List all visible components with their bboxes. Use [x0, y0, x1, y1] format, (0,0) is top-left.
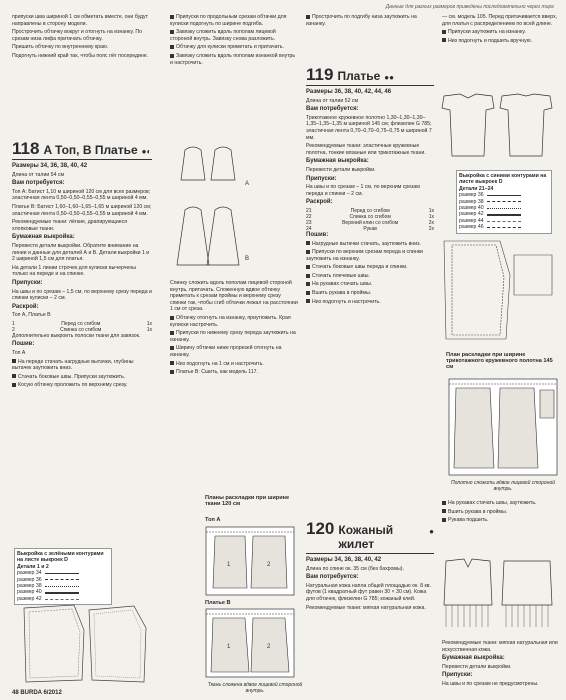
legend-row: размер 44: [459, 218, 549, 224]
paragraph: Низ подогнуть на 1 см и настрочить.: [170, 361, 298, 368]
paragraph: На рукавах стачать швы, заутюжить.: [442, 500, 560, 507]
bullet-icon: [170, 45, 174, 49]
section-120: [306, 520, 434, 613]
sew-step: Стачать боковые швы переда и спинки.: [306, 264, 434, 271]
page-footer: 48 BURDA 6/2012: [12, 690, 62, 696]
layout-plan-b: Платье В: [205, 600, 231, 606]
bullet-icon: [306, 291, 310, 295]
sew-step: Припуски по верхним срезам переда и спинки заутюжить на изнанку.: [306, 249, 423, 262]
legend-row: размер 42: [459, 211, 549, 217]
sew-step: Косую обтачку проложить по верхнему срезу.: [12, 382, 152, 389]
cut-title: Раскрой:: [306, 199, 333, 206]
legend-row: размер 36: [459, 192, 549, 198]
need-item: Платье В: Батист 1,60–1,60–1,65–1,65 м шириной 120 см; эластичная лента 0,50–0,50–0,55–0,55 м шириной 4 мм.: [12, 203, 152, 217]
layout-plan-title: Планы раскладки при ширине ткани 120 см: [205, 495, 290, 507]
bullet-icon: [170, 361, 174, 365]
seam-title: Припуски:: [306, 175, 337, 182]
paragraph: Ширину обтачки ниже прорезей отогнуть на изнанку.: [170, 345, 282, 358]
paragraph: Спинку сложить вдоль пополам лицевой стороной внутрь, притачать. Сложенную вдвое обтачку приметать к срезам проймы и верхнему срезу спинки так, чтобы сгиб обтачки лежал на расстоянии 1 см от среза.: [170, 280, 298, 313]
paragraph: Припуски заутюжить на изнанку.: [442, 29, 560, 36]
bullet-icon: [306, 265, 310, 269]
seam-title: Припуски:: [12, 279, 43, 286]
sew-step: Нагрудные вытачки стачать, заутюжить вниз.: [306, 241, 434, 248]
svg-text:2: 2: [267, 562, 271, 568]
section-number: 119: [306, 65, 334, 84]
difficulty-icon: ●: [429, 527, 434, 536]
paragraph: Прострочить по подгибу низа заутюжить на изнанку.: [306, 14, 417, 27]
legend-parts: Детали 1 и 2: [17, 563, 49, 570]
table-row: 24 Рукав 2x: [306, 225, 434, 232]
bullet-icon: [12, 383, 16, 387]
tail-text: Дополнительно выкроить полоски ткани для завязок.: [12, 332, 141, 339]
legend-row: размер 34: [17, 570, 109, 576]
table-row: 22 Спинка со сгибом 1x: [306, 213, 434, 220]
section-number: 120: [306, 519, 335, 538]
legend-row: размер 36: [17, 577, 109, 583]
paragraph: Обтачку отогнуть на изнанку, приутюжить. Края кулиски настрочить.: [170, 314, 291, 328]
layout-plan-a: Топ А: [205, 517, 221, 523]
piece-name: Спинка со сгибом: [60, 326, 102, 333]
sew-subtitle: Топ А: [12, 350, 26, 357]
diagram-note: Полотно сложить вдвое лицевой стороной внутрь.: [450, 480, 556, 492]
svg-text:B: B: [245, 256, 250, 262]
garment-flats-120: [440, 555, 558, 635]
bullet-icon: [306, 241, 310, 245]
column-4-bottom: [442, 640, 560, 690]
layout-plan-a-diagram: [205, 526, 295, 596]
divider: [306, 85, 434, 86]
intro-paragraph: припуски шва шириной 1 см обметать вместе, они будут направлены в сторону модели.: [12, 14, 149, 27]
bullet-icon: [12, 359, 16, 363]
paper-title: Бумажная выкройка:: [306, 158, 369, 165]
section-119: [306, 66, 434, 307]
bullet-icon: [170, 15, 174, 19]
bullet-icon: [306, 250, 310, 254]
legend-green: [14, 548, 112, 605]
need-item: Рекомендуемые ткани: лёгкие, драпирующиеся хлопковые ткани.: [12, 219, 128, 232]
need-item: Натуральная кожа напла общей площадью ок. 8 кв. футов (1 квадратный фут равен 30 × 30 см). Кожа для обтачек, флизелин G 785; кожаный клей.: [306, 582, 431, 602]
pieces-table: [12, 321, 152, 333]
sew-title: Пошив:: [12, 341, 35, 348]
diagram-note: Ткань сложена вдвое лицевой стороной внутрь.: [207, 682, 303, 694]
bullet-icon: [170, 331, 174, 335]
layout-plan-b-diagram: [205, 608, 295, 678]
paragraph: На швы и по срезам не предусмотрены.: [442, 680, 539, 687]
sizes: Размеры 34, 36, 38, 40, 42: [12, 163, 88, 169]
bullet-icon: [170, 370, 174, 374]
intro-paragraph: Подогнуть нижний край так, чтобы пояс лёг посередине.: [12, 52, 149, 59]
running-head: Данные для разных размеров приведены последовательно через тире: [385, 4, 554, 10]
tail-text: Рекомендуемые ткани: мягкая натуральная кожа.: [306, 604, 426, 611]
paragraph: Низ подогнуть и подшить вручную.: [442, 38, 560, 45]
sew-step: Стачать боковые швы. Припуски заутюжить.: [12, 374, 152, 381]
divider: [12, 159, 152, 160]
section-title: Кожаный жилет: [338, 523, 394, 551]
sew-title: Пошив:: [306, 231, 329, 238]
sew-step: Стачать плечевые швы.: [306, 273, 434, 280]
piece-qty: 1x: [146, 320, 152, 327]
piece-qty: 1x: [146, 326, 152, 333]
need-title: Вам потребуется:: [306, 106, 359, 113]
seam-title: Припуски:: [442, 672, 473, 679]
cut-title: Раскрой:: [12, 303, 39, 310]
column-2-top: [170, 14, 298, 68]
legend-title: Выкройка с синими контурами на листе выкроек D: [459, 173, 547, 186]
divider: [306, 553, 434, 554]
bullet-icon: [170, 54, 174, 58]
garment-flats-118: [175, 140, 295, 270]
svg-text:1: 1: [227, 562, 231, 568]
bullet-icon: [442, 30, 446, 34]
layout-plan-119-diagram: [448, 378, 558, 476]
column-2-mid: [170, 280, 298, 378]
column-4-mid: [442, 500, 560, 526]
sizes: Размеры 36, 38, 40, 42, 44, 46: [306, 89, 392, 95]
difficulty-icon: ●●: [384, 73, 394, 82]
paragraph: Вшить рукава в проймы.: [442, 509, 560, 516]
length: Длина по спине ок. 35 см (без бахромы).: [306, 565, 404, 572]
bullet-icon: [170, 30, 174, 34]
bullet-icon: [442, 509, 446, 513]
seam-text: На швы и по срезам – 1 см, по верхним срезам переда и спинки – 2 см.: [306, 184, 420, 197]
paper-title: Бумажная выкройка:: [442, 655, 505, 662]
paragraph: Завязку сложить вдоль пополам изнанкой внутрь и настрочить.: [170, 52, 296, 66]
pattern-sketch-119: [440, 235, 556, 345]
section-118: [12, 140, 152, 391]
pattern-sketch-118: [14, 600, 164, 688]
legend-row: размер 46: [459, 224, 549, 230]
paragraph: — см. модель 105. Перед притачивается вверх, для платья с распределением по всей длине.: [442, 14, 558, 27]
sew-step: На рукавах стачать швы.: [306, 281, 434, 288]
sew-step: Низ подогнуть и настрочить.: [306, 299, 434, 306]
need-item: Топ А: Батист 1,10 м шириной 120 см для всех размеров; эластичная лента 0,50–0,50–0,55–0,55 м шириной 4 мм.: [12, 188, 151, 202]
need-title: Вам потребуется:: [12, 180, 65, 187]
section-title: Платье: [337, 69, 381, 83]
bullet-icon: [442, 501, 446, 505]
intro-paragraph: Прострочить обтачку вокруг и отогнуть на изнанку. По срезам низа лифа притачать обтачку.: [12, 29, 143, 42]
table-row: 21 Перед со сгибом 1x: [306, 207, 434, 214]
paragraph: Обтачку для кулиски приметать и притачать.: [170, 44, 298, 51]
bullet-icon: [442, 38, 446, 42]
bullet-icon: [442, 518, 446, 522]
bullet-icon: [12, 374, 16, 378]
paragraph: Рукава подшить.: [442, 517, 560, 524]
sizes: Размеры 34, 36, 38, 40, 42: [306, 557, 382, 563]
paper-text: Перевести детали выкройки.: [306, 166, 376, 173]
bullet-icon: [170, 346, 174, 350]
cut-subtitle: Топ А, Платье В: [12, 312, 51, 319]
paper-title: Бумажная выкройка:: [12, 234, 75, 241]
section-number: 118: [12, 139, 40, 158]
length: Длина от талии 54 см: [12, 171, 65, 178]
paragraph: Припуски по нижнему срезу переда заутюжить на изнанку.: [170, 330, 296, 343]
bullet-icon: [306, 299, 310, 303]
intro-paragraph: Пришить обтачку по внутреннему краю.: [12, 44, 109, 51]
legend-row: размер 42: [17, 596, 109, 602]
section-heading: [306, 66, 434, 83]
difficulty-icon: ●◐: [141, 147, 152, 156]
sew-step: Вшить рукава в проймы.: [306, 290, 434, 297]
bullet-icon: [306, 282, 310, 286]
legend-blue: [456, 170, 552, 234]
ribbon-text: На детали 1 линии строчек для кулиски вычерчены только на переде и на спинке.: [12, 264, 136, 278]
bullet-icon: [170, 316, 174, 320]
bullet-icon: [306, 274, 310, 278]
paper-text: Перевести детали выкройки. Обратите внимание на линии и данные для деталей А и В. Детали выкройки 1 и 2 шириной 1,5 см для платья.: [12, 242, 150, 263]
seam-text: На швы и по срезам – 1,5 см, по верхнему срезу переда и спинки кулиски – 2 см.: [12, 288, 152, 302]
section-heading: [306, 520, 434, 551]
piece-number: 1: [12, 320, 15, 327]
piece-name: Перед со сгибом: [61, 320, 101, 327]
need-title: Вам потребуется:: [306, 574, 359, 581]
bullet-icon: [306, 15, 310, 19]
length: Длина от талии 52 см: [306, 97, 359, 104]
legend-row: размер 40: [17, 589, 109, 595]
column-3-top: [306, 14, 434, 29]
garment-flats-119: [438, 90, 556, 160]
svg-text:1: 1: [227, 644, 231, 650]
layout-plan-title: План раскладки при ширине трикотажного кружевного полотна 145 см: [446, 352, 553, 370]
paragraph: Припуски по продольным срезам обтачки для кулиски подогнуть по ширине подгиба.: [170, 14, 287, 27]
svg-text:A: A: [245, 181, 250, 187]
paragraph: Платье В: Сшить, как модель 117.: [170, 369, 298, 376]
need-item: Трикотажное кружевное полотно 1,30–1,30–1,30–1,35–1,35–1,35 м шириной 145 см; флизелин G 785; эластичная лента 0,70–0,70–0,75–0,75 м шириной 7 мм.: [306, 114, 432, 141]
legend-row: размер 38: [17, 583, 109, 589]
section-title: A Топ, B Платье: [43, 143, 138, 157]
legend-parts: Детали 21–24: [459, 185, 494, 192]
pieces-table: [306, 208, 434, 232]
legend-title: Выкройка с зелёными контурами на листе выкроек D: [17, 551, 104, 564]
need-item: Рекомендуемые ткани: эластичные кружевные полотна, тонкие вязаные или трикотажные ткани.: [306, 143, 426, 156]
sew-step: На переде стачать нагрудные вытачки, глубины вытачек заутюжить вниз.: [12, 358, 134, 372]
svg-text:2: 2: [267, 644, 271, 650]
paragraph: Перевести детали выкройки.: [442, 663, 512, 670]
section-heading: [12, 140, 152, 157]
legend-row: размер 38: [459, 199, 549, 205]
paragraph: Завязку сложить вдоль пополам лицевой стороной внутрь. Завязку снова разложить.: [170, 29, 276, 42]
piece-number: 2: [12, 326, 15, 333]
table-row: 23 Верхний клин со сгибом 2x: [306, 219, 434, 226]
paragraph: Рекомендуемые ткани: мягкая натуральная или искусственная кожа.: [442, 640, 558, 653]
column-1: [12, 14, 152, 62]
column-4-top: [442, 14, 560, 46]
legend-row: размер 40: [459, 205, 549, 211]
